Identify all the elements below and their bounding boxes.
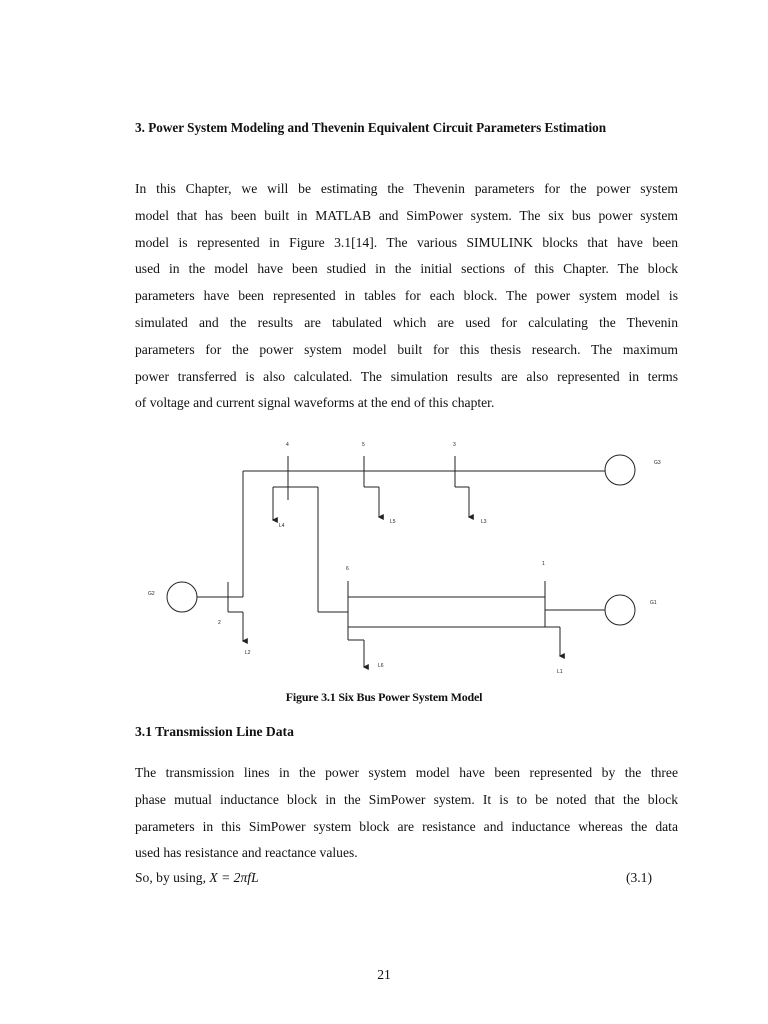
intro-line: used in the model have been studied in the initial sections of this Chapter. The block [135, 261, 678, 277]
bus-1-label: 1 [542, 561, 545, 567]
figure-caption: Figure 3.1 Six Bus Power System Model [285, 690, 483, 704]
tl-line: used has resistance and reactance values. [135, 845, 358, 861]
intro-line: parameters have been represented in tables for each block. The power system model is [135, 288, 678, 304]
intro-line: simulated and the results are tabulated which are used for calculating the Thevenin [135, 314, 678, 330]
bus-2-label: 2 [218, 620, 221, 626]
bus-4-label: 4 [286, 442, 289, 448]
transmission-line-paragraph [135, 760, 678, 867]
load-l2-label: L2 [245, 650, 251, 656]
load-l6-label: L6 [378, 663, 384, 669]
section-heading: 3. Power System Modeling and Thevenin Equivalent Circuit Parameters Estimation [135, 120, 607, 135]
intro-paragraph [135, 176, 678, 417]
generator-g1-label: G1 [650, 600, 657, 606]
intro-line: In this Chapter, we will be estimating the Thevenin parameters for the power system [135, 181, 678, 196]
tl-line: phase mutual inductance block in the SimPower system. It is to be noted that the block [135, 791, 678, 807]
equation-prefix: So, by using, [135, 870, 210, 885]
generator-g1 [605, 595, 635, 625]
intro-line: model that has been built in MATLAB and SimPower system. The six bus power system [135, 207, 678, 223]
bus-6-label: 6 [346, 566, 349, 572]
equation-formula: X = 2πfL [209, 870, 259, 885]
tl-line: parameters in this SimPower system block are resistance and inductance whereas the data [135, 818, 678, 834]
bus-5-label: 5 [362, 442, 365, 448]
load-l5-label: L5 [390, 519, 396, 525]
six-bus-diagram [0, 430, 768, 690]
intro-line: model is represented in Figure 3.1[14]. The various SIMULINK blocks that have been [135, 234, 678, 250]
generator-g2 [167, 582, 197, 612]
generator-g3 [605, 455, 635, 485]
tl-line: The transmission lines in the power system model have been represented by the three [135, 765, 678, 780]
subsection-heading: 3.1 Transmission Line Data [135, 724, 294, 739]
generator-g3-label: G3 [654, 460, 661, 466]
intro-line: of voltage and current signal waveforms at the end of this chapter. [135, 395, 495, 411]
page-number: 21 [377, 967, 391, 982]
equation-number: (3.1) [625, 870, 652, 885]
intro-line: parameters for the power system model built for this thesis research. The maximum [135, 341, 678, 357]
load-l1-label: L1 [557, 669, 563, 675]
generator-g2-label: G2 [148, 591, 155, 597]
equation-line [135, 870, 652, 886]
intro-line: power transferred is also calculated. The simulation results are also represented in terms [135, 368, 678, 384]
bus-3-label: 3 [453, 442, 456, 448]
load-l4-label: L4 [279, 523, 285, 529]
load-l3-label: L3 [481, 519, 487, 525]
